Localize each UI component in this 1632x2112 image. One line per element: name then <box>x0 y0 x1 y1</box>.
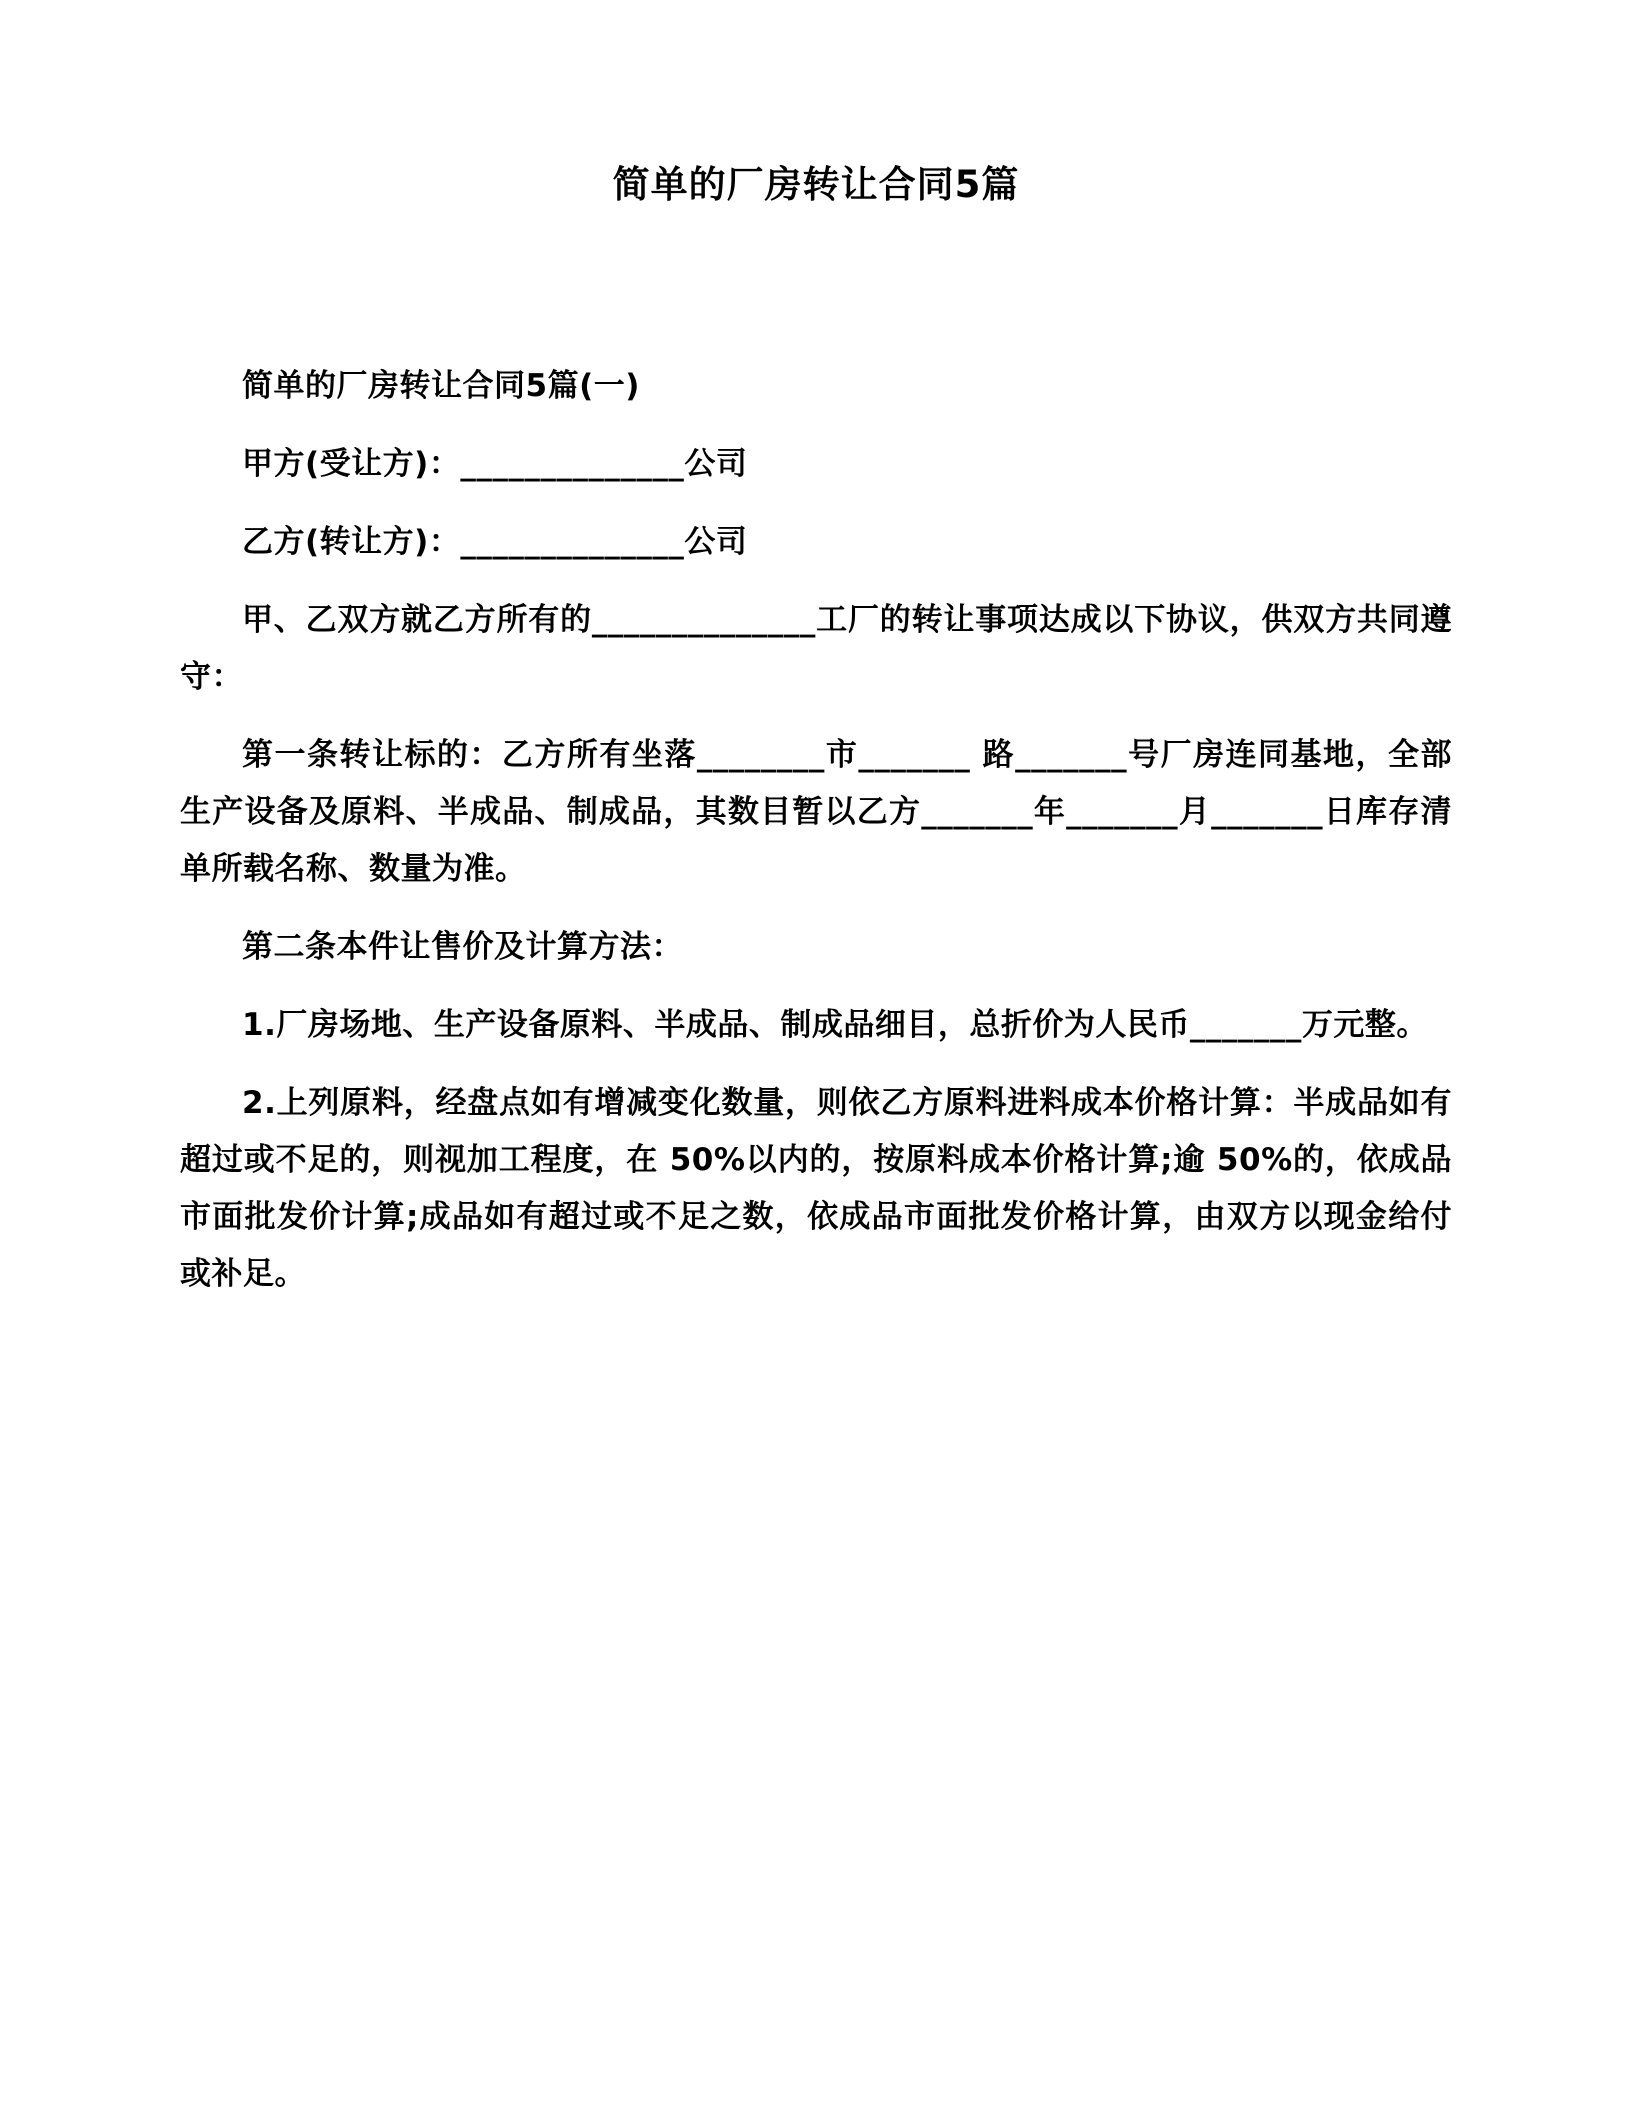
paragraph-party-b: 乙方(转让方)：______________公司 <box>242 523 748 560</box>
paragraph-clause-2-item-2: 2.上列原料，经盘点如有增减变化数量，则依乙方原料进料成本价格计算：半成品如有超过或不足的，则视加工程度，在 50%以内的，按原料成本价格计算;逾 50%的，依成品市面批发价计算;成品如有超过或不足之数，依成品市面批发价格计算，由双方以现金给付或补足。 <box>180 1084 1452 1292</box>
paragraph-clause-2-heading: 第二条本件让售价及计算方法： <box>242 928 683 965</box>
paragraph-clause-2-item-1: 1.厂房场地、生产设备原料、半成品、制成品细目，总折价为人民币_______万元整。 <box>242 1006 1428 1043</box>
document-title: 简单的厂房转让合同5篇 <box>612 163 1020 206</box>
paragraph-clause-1: 第一条转让标的：乙方所有坐落________市_______ 路_______号厂房连同基地，全部生产设备及原料、半成品、制成品，其数目暂以乙方_______年_______月_______日库存清单所载名称、数量为准。 <box>180 736 1452 887</box>
paragraph-subtitle: 简单的厂房转让合同5篇(一) <box>242 367 640 404</box>
document-body <box>180 210 1452 1303</box>
paragraph-agreement-intro: 甲、乙双方就乙方所有的______________工厂的转让事项达成以下协议，供双方共同遵守： <box>180 601 1452 695</box>
paragraph-party-a: 甲方(受让方)：______________公司 <box>242 445 748 482</box>
